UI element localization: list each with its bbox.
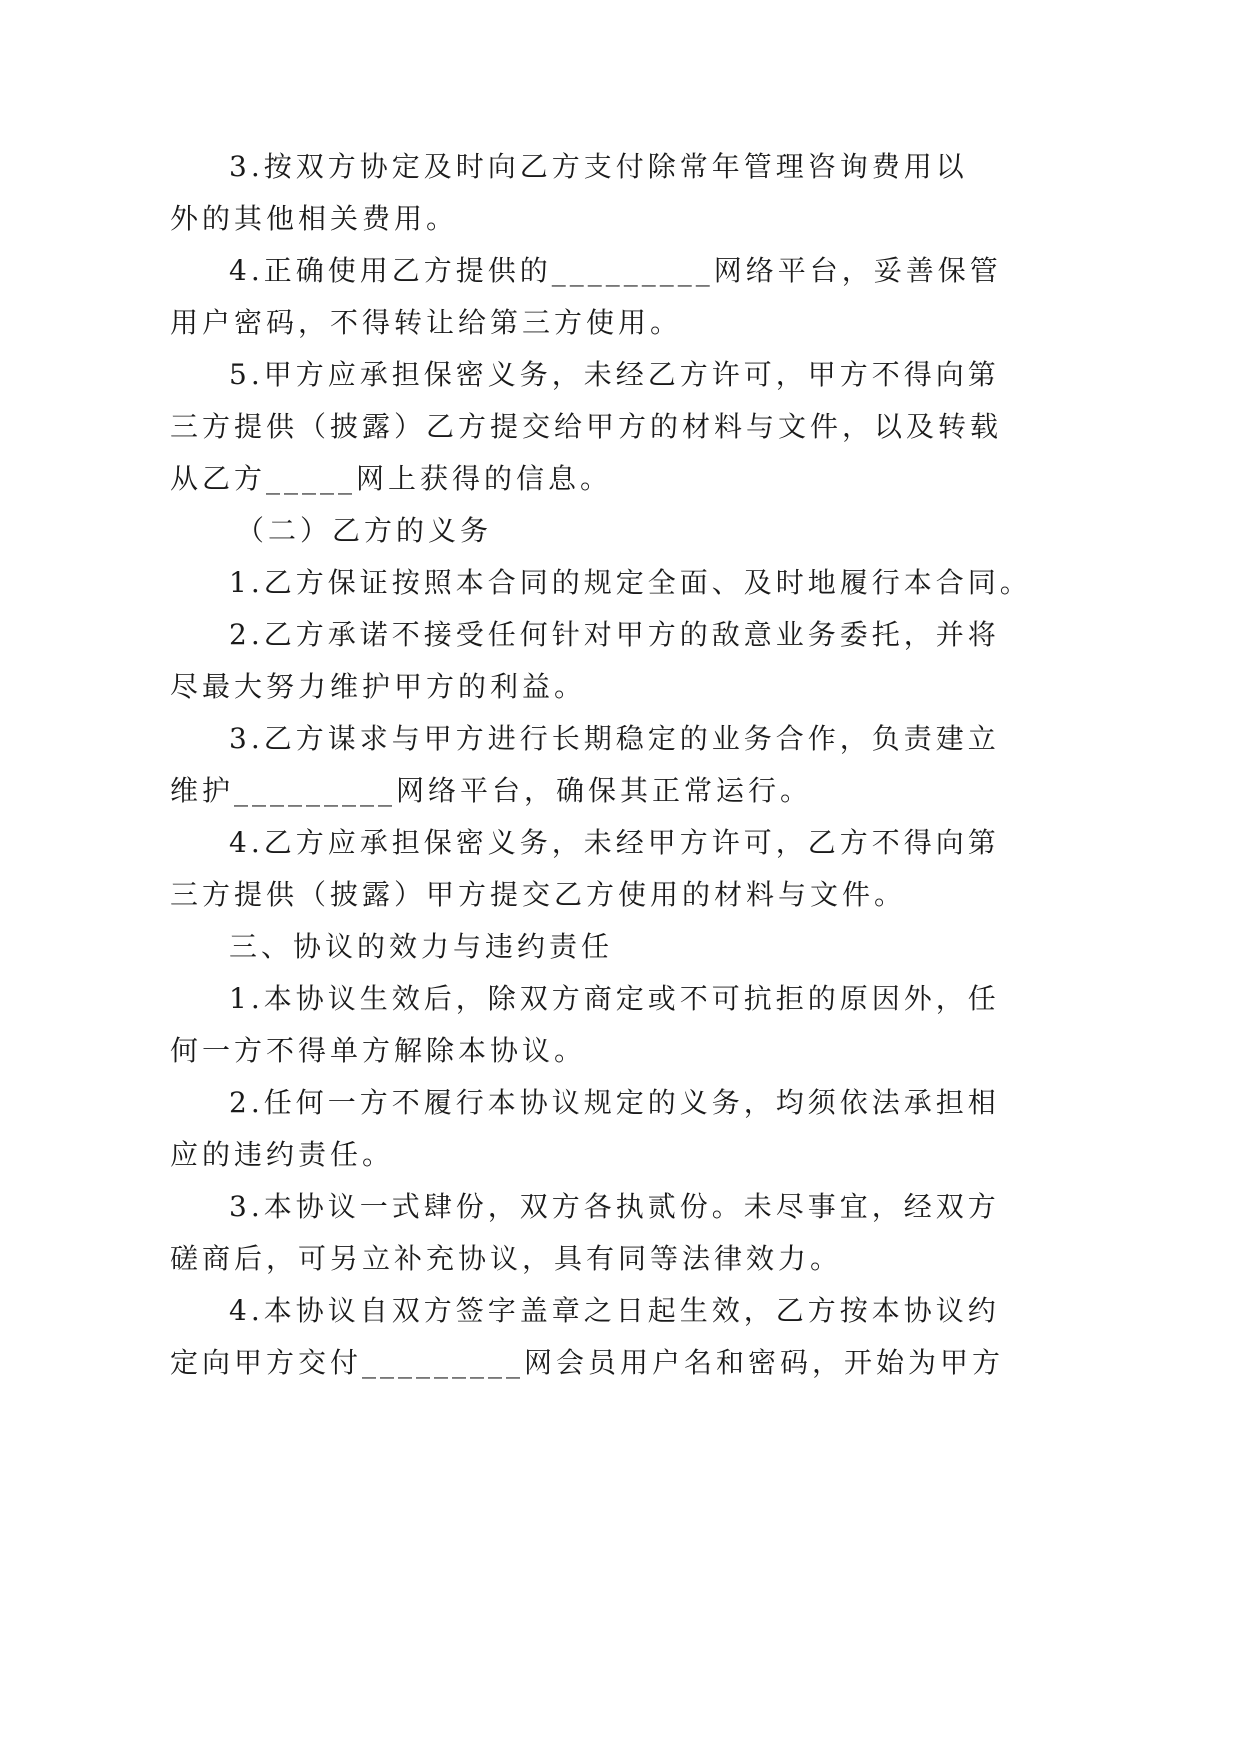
paragraph-line: 定向甲方交付_________网会员用户名和密码，开始为甲方 — [170, 1346, 1005, 1379]
paragraph-line: 3.本协议一式肆份，双方各执贰份。未尽事宜，经双方 — [229, 1190, 1000, 1223]
paragraph-line: 2.任何一方不履行本协议规定的义务，均须依法承担相 — [229, 1086, 1000, 1119]
paragraph-line: 三方提供（披露）甲方提交乙方使用的材料与文件。 — [170, 878, 907, 911]
paragraph-line: 1.本协议生效后，除双方商定或不可抗拒的原因外，任 — [229, 982, 1000, 1015]
paragraph-line: 2.乙方承诺不接受任何针对甲方的敌意业务委托，并将 — [229, 618, 1000, 651]
paragraph-line: 4.乙方应承担保密义务，未经甲方许可，乙方不得向第 — [229, 826, 1000, 859]
paragraph-line: 4.正确使用乙方提供的_________网络平台，妥善保管 — [229, 254, 1002, 287]
paragraph-line: 外的其他相关费用。 — [170, 202, 459, 235]
paragraph-line: 1.乙方保证按照本合同的规定全面、及时地履行本合同。 — [229, 566, 1032, 599]
paragraph-line: 磋商后，可另立补充协议，具有同等法律效力。 — [170, 1242, 843, 1275]
section-heading: （二）乙方的义务 — [236, 514, 493, 547]
paragraph-line: 维护_________网络平台，确保其正常运行。 — [170, 774, 813, 807]
section-heading: 三、协议的效力与违约责任 — [229, 930, 614, 963]
paragraph-line: 应的违约责任。 — [170, 1138, 395, 1171]
paragraph-line: 3.乙方谋求与甲方进行长期稳定的业务合作，负责建立 — [229, 722, 1000, 755]
paragraph-line: 三方提供（披露）乙方提交给甲方的材料与文件，以及转载 — [170, 410, 1003, 443]
paragraph-line: 5.甲方应承担保密义务，未经乙方许可，甲方不得向第 — [229, 358, 1000, 391]
paragraph-line: 3.按双方协定及时向乙方支付除常年管理咨询费用以 — [229, 150, 968, 183]
paragraph-line: 尽最大努力维护甲方的利益。 — [170, 670, 587, 703]
paragraph-line: 4.本协议自双方签字盖章之日起生效，乙方按本协议约 — [229, 1294, 1000, 1327]
paragraph-line: 从乙方_____网上获得的信息。 — [170, 462, 613, 495]
paragraph-line: 用户密码，不得转让给第三方使用。 — [170, 306, 683, 339]
paragraph-line: 何一方不得单方解除本协议。 — [170, 1034, 587, 1067]
